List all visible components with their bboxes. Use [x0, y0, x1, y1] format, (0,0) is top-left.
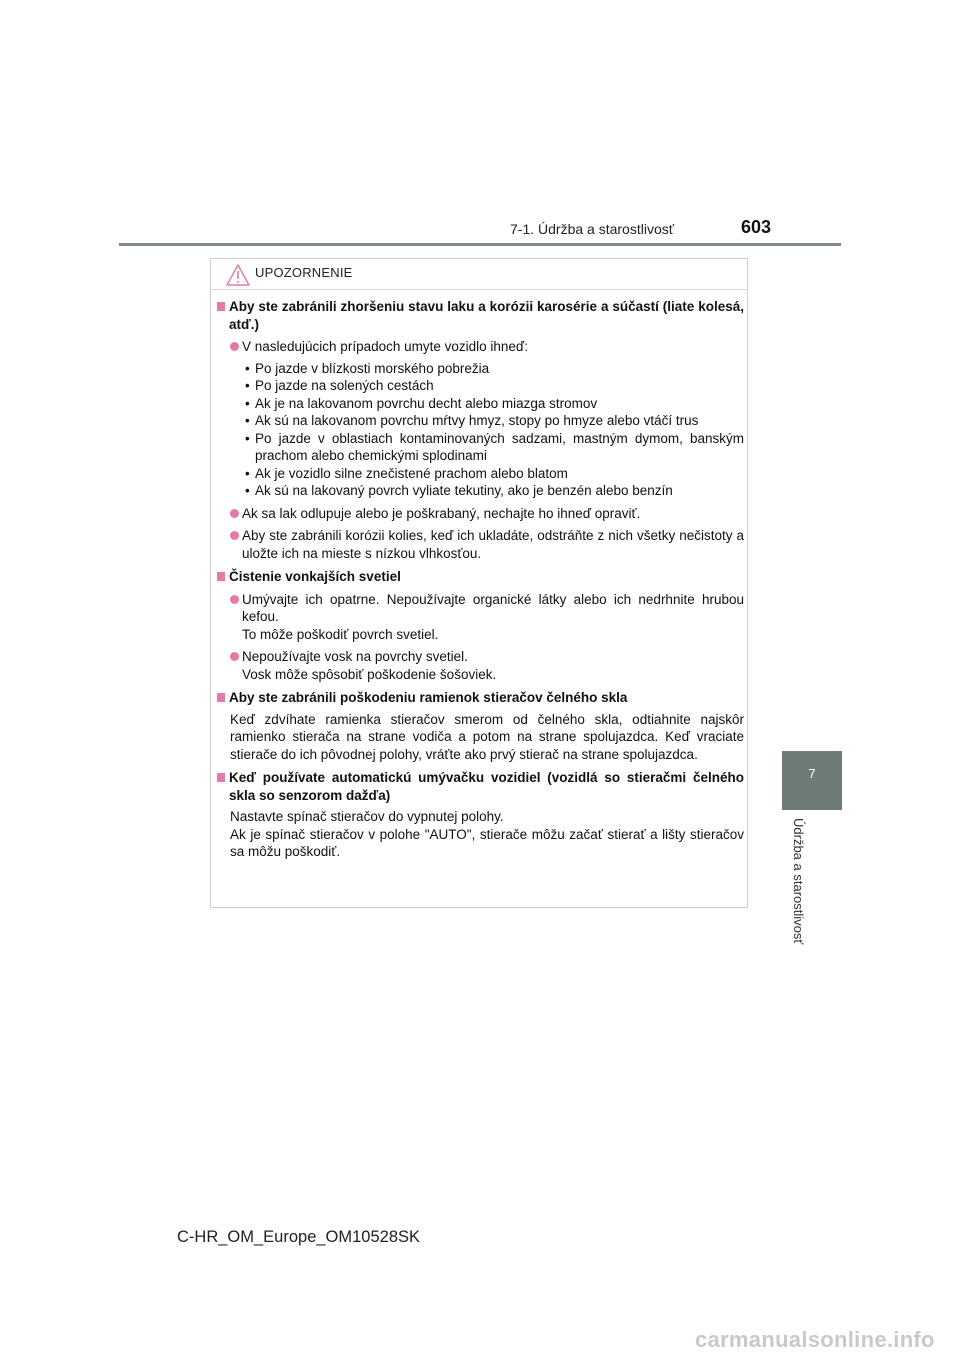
watermark: carmanualsonline.info [695, 1327, 935, 1352]
sub-item: • Ak sú na lakovaný povrch vyliate tekutiny, ako je benzén alebo benzín [245, 483, 673, 498]
section-paragraph: Nastavte spínač stieračov do vypnutej polohy. Ak je spínač stieračov v polohe "AUTO", stierače môžu začať stierať a lišty stieračov sa môžu poškodiť. [230, 809, 744, 859]
square-bullet-icon [217, 693, 225, 702]
bullet-item: Ak sa lak odlupuje alebo je poškrabaný, nechajte ho ihneď opraviť. [217, 505, 744, 523]
header-section-title: 7-1. Údržba a starostlivosť [510, 221, 674, 237]
dot-bullet-icon [230, 342, 239, 351]
dot-bullet-icon [230, 531, 239, 540]
square-bullet-icon [217, 773, 225, 782]
section-heading: Aby ste zabránili poškodeniu ramienok stieračov čelného skla [217, 689, 744, 707]
bullet-item: Umývajte ich opatrne. Nepoužívajte organické látky alebo ich nedrhnite hrubou kefou. To môže poškodiť povrch svetiel. [217, 591, 744, 644]
warning-title: UPOZORNENIE [255, 265, 353, 280]
sub-list [217, 360, 744, 500]
sub-item: • Po jazde v blízkosti morského pobrežia [245, 360, 490, 376]
page-number: 603 [741, 217, 772, 237]
sub-item: • Ak sú na lakovanom povrchu mŕtvy hmyz, stopy po hmyze alebo vtáčí trus [245, 413, 699, 428]
bullet-item: V nasledujúcich prípadoch umyte vozidlo ihneď: • Po jazde v blízkosti morského pobrežia • Po jazde na solených cestách • Ak je na lakovanom povrchu decht alebo miazga stromov • Ak sú na lakovanom povrchu mŕtvy hmyz, stopy po hmyze alebo vtáčí trus • Po jazde v oblastiach kontaminovaných sadzami, mastným dymom, banským prachom alebo chemickými splodinami • Ak je vozidlo silne znečistené prachom alebo blatom • Ak sú na lakovaný povrch vyliate tekutiny, ako je benzén alebo benzín [217, 338, 744, 500]
sub-item: • Po jazde na solených cestách [245, 378, 434, 393]
section-heading: Keď používate automatickú umývačku vozidiel (vozidlá so stieračmi čelného skla so senzorom dažďa) [217, 769, 744, 804]
dot-bullet-icon [230, 652, 239, 661]
sub-item: • Po jazde v oblastiach kontaminovaných sadzami, mastným dymom, banským prachom alebo chemickými splodinami [245, 430, 744, 463]
square-bullet-icon [217, 572, 225, 581]
warning-content [217, 298, 744, 861]
section-heading: Aby ste zabránili zhoršeniu stavu laku a korózii karosérie a súčastí (liate kolesá, atď.) [217, 298, 744, 333]
bullet-item: Aby ste zabránili korózii kolies, keď ich ukladáte, odstráňte z nich všetky nečistoty a uložte ich na mieste s nízkou vlhkosťou. [217, 527, 744, 562]
section-heading: Čistenie vonkajších svetiel [217, 568, 744, 586]
header-rule [119, 243, 841, 246]
chapter-tab: 7 [782, 751, 842, 810]
sub-item: • Ak je na lakovanom povrchu decht alebo miazga stromov [245, 395, 598, 411]
warning-header [211, 259, 747, 290]
dot-bullet-icon [230, 509, 239, 518]
document-code: C-HR_OM_Europe_OM10528SK [177, 1228, 421, 1246]
section-paragraph: Keď zdvíhate ramienka stieračov smerom od čelného skla, odtiahnite najskôr ramienko stierača na strane vodiča a potom na strane spolujazdca. Keď vraciate stierače do ich pôvodnej polohy, vráťte ako prvý stierač na strane spolujazdca. [230, 711, 744, 762]
dot-bullet-icon [230, 595, 239, 604]
square-bullet-icon [217, 302, 225, 311]
sub-item: • Ak je vozidlo silne znečistené prachom alebo blatom [245, 465, 568, 481]
warning-triangle-icon [225, 263, 251, 287]
warning-box [210, 258, 748, 908]
chapter-side-label: Údržba a starostlivosť [791, 818, 806, 945]
bullet-item: Nepoužívajte vosk na povrchy svetiel. Vosk môže spôsobiť poškodenie šošoviek. [217, 648, 744, 683]
